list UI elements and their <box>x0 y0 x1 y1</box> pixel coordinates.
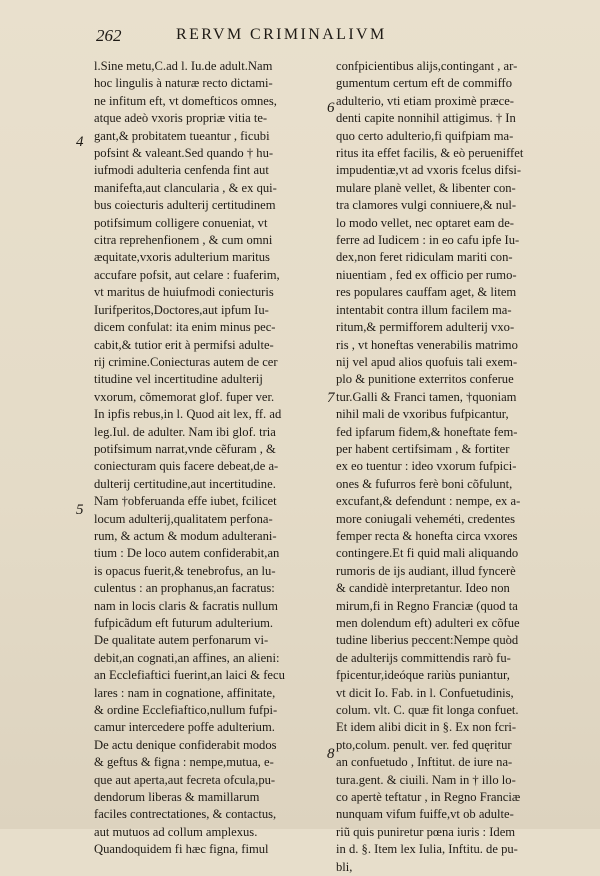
text-line: co apertè teftatur , in Regno Franciæ <box>336 790 521 805</box>
text-line: fed ipfarum fidem,& honeftate fem- <box>336 424 518 439</box>
text-line: intentabit contra illum facilem ma- <box>336 302 512 317</box>
text-line: an confuetudo , Inftitut. de iure na- <box>336 755 513 770</box>
text-line: denti capite nonnihil attigimus. † In <box>336 111 516 126</box>
text-line: fufpicãdum eft futurum adulterium. <box>94 616 274 630</box>
text-line: hoc lingulis à naturæ recto dictami- <box>94 76 273 91</box>
page-number: 262 <box>96 26 122 45</box>
text-line: res populares cauffam aget, & litem <box>336 285 517 300</box>
text-line: vxorum, cõmemorat glof. fuper ver. <box>94 389 275 404</box>
text-line: is opacus fuerit,& tenebrofus, an lu- <box>94 563 276 578</box>
text-line: gumentum certum eft de commiffo <box>336 76 513 91</box>
text-line: De actu denique confiderabit modos <box>94 737 277 752</box>
text-line: gant,& probitatem tueantur , ficubi <box>94 128 270 143</box>
text-line: nam in locis claris & facratis nullum <box>94 598 278 613</box>
text-line: fpicentur,ideóque rariùs puniantur, <box>336 668 510 683</box>
text-line: ritus ita effet facilis, & eò perueniffet <box>336 146 524 161</box>
text-line: more coniugali veheméti, credentes <box>336 511 516 526</box>
left-text-column <box>94 58 332 859</box>
text-line: bli, <box>336 859 353 874</box>
text-line: pofsint & valeant.Sed quando † hu- <box>94 146 274 161</box>
text-line: tium : De loco autem confiderabit,an <box>94 546 280 561</box>
text-line: dicem confulat: ita enim minus pec- <box>94 320 276 335</box>
text-line: ferre ad Iudicem : in eo cafu ipfe Iu- <box>336 233 520 248</box>
text-line: excufant,& defendunt : nempe, ex a- <box>336 494 521 509</box>
text-line: bus coiecturis adulterij certitudinem <box>94 198 276 213</box>
text-line: & candidè interpretantur. Ideo non <box>336 581 510 596</box>
text-line: iufmodi adulteria cenfenda fint aut <box>94 163 269 178</box>
text-line: rum, & actum & modum adulterani- <box>94 528 277 543</box>
text-line: femper recta & honefta circa vxores <box>336 528 518 543</box>
text-line: dulterij certitudine,aut incertitudine. <box>94 476 276 491</box>
page-header <box>96 26 548 52</box>
text-line: impudentiæ,vt ad vxoris fcelus difsi- <box>336 163 522 178</box>
text-line: citra reprehenfionem , & cum omni <box>94 233 273 248</box>
text-line: mulare planè vellet, & libenter con- <box>336 180 516 195</box>
text-line: nunquam vifum fuiffe,vt ob adulte- <box>336 807 514 822</box>
text-line: vt dicit Io. Fab. in l. Confuetudinis, <box>336 685 514 700</box>
text-line: de adulterijs committendis rarò fu- <box>336 650 511 665</box>
text-line: Nam †obferuanda effe iubet, fcilicet <box>94 494 277 509</box>
right-text-column <box>336 58 568 876</box>
text-line: tra clamores vulgi conniuere,& nul- <box>336 198 517 213</box>
text-line: leg.Iul. de adulter. Nam ibi glof. tria <box>94 424 276 439</box>
margin-number: 4 <box>76 134 84 150</box>
text-line: rij crimine.Coniecturas autem de cer <box>94 354 278 369</box>
text-line: tur.Galli & Franci tamen, †quoniam <box>336 389 517 404</box>
text-line: De qualitate autem perfonarum vi- <box>94 633 269 648</box>
text-line: dendorum liberas & mamillarum <box>94 790 260 805</box>
text-line: accufare pofsit, aut celare : fuaferim, <box>94 267 280 282</box>
text-line: Quandoquidem fi hæc figna, fimul <box>94 842 269 857</box>
text-line: dex,non feret ridiculam mariti con- <box>336 250 513 265</box>
running-title: RERVM CRIMINALIVM <box>176 26 387 43</box>
text-line: lo modo vellet, nec optaret eam de- <box>336 215 514 230</box>
text-line: coniecturam quis facere debeat,de a- <box>94 459 279 474</box>
text-line: & geftus & figna : nempe,mutua, e- <box>94 755 274 770</box>
text-line: niuentiam , fed ex officio per rumo- <box>336 267 517 282</box>
text-line: ex eo tuentur : ideo vxorum fufpici- <box>336 459 517 474</box>
text-line: Iurifperitos,Doctores,aut ipfum Iu- <box>94 302 269 317</box>
text-line: potifsimum narrat,vnde cẽfuram , & <box>94 441 276 456</box>
text-line: In ipfis rebus,in l. Quod ait lex, ff. ad <box>94 407 282 422</box>
text-line: culentus : an prophanus,an facratus: <box>94 581 275 596</box>
text-line: ne infitum eft, vt domefticos omnes, <box>94 93 277 108</box>
margin-number: 5 <box>76 502 84 518</box>
text-line: plo & punitione exterritos conferue <box>336 372 514 387</box>
text-line: pto,colum. penult. ver. fed quęritur <box>336 737 512 752</box>
text-line: aut mutuos ad collum amplexus. <box>94 824 258 839</box>
text-line: que aut aperta,aut fecreta ofcula,pu- <box>94 772 276 787</box>
text-line: an Ecclefiaftici fuerint,an laici & fecu <box>94 668 285 683</box>
text-line: per habent certifsimam , & fortiter <box>336 441 510 456</box>
text-line: colum. vlt. C. quæ fit longa confuet. <box>336 703 519 718</box>
text-line: ritum,& permifforem adulterij vxo- <box>336 320 515 335</box>
text-line: titudine vel incertitudine adulterij <box>94 372 263 387</box>
text-line: locum adulterij,qualitatem perfona- <box>94 511 273 526</box>
text-line: potifsimum colligere conueniat, vt <box>94 215 268 230</box>
text-line: vt maritus de huiufmodi coniecturis <box>94 285 274 300</box>
margin-number: 6 <box>327 100 335 116</box>
margin-number: 8 <box>327 746 335 762</box>
text-line: ones & fufurros ferè boni cõfulunt, <box>336 476 513 491</box>
text-line: tura.gent. & ciuili. Nam in † illo lo- <box>336 772 516 787</box>
text-line: camur intercedere poffe adulterium. <box>94 720 275 735</box>
text-line: quo certo adulterio,fi quifpiam ma- <box>336 128 514 143</box>
text-line: adulterio, vti etiam proximè præce- <box>336 93 515 108</box>
text-line: cabit,& tutior erit à permifsi adulte- <box>94 337 274 352</box>
text-line: nihil mali de vxoribus fufpicantur, <box>336 407 509 422</box>
text-line: atque adeò vxoris propriæ vitia te- <box>94 111 268 126</box>
text-line: mirum,fi in Regno Franciæ (quod ta <box>336 598 518 613</box>
text-line: nij vel apud alios quofuis tali exem- <box>336 354 518 369</box>
text-line: confpicientibus alijs,contingant , ar- <box>336 59 518 73</box>
text-line: riũ quis puniretur pœna iuris : Idem <box>336 824 516 839</box>
text-line: in d. §. Item lex Iulia, Inftitu. de pu- <box>336 842 518 857</box>
text-line: tudine liberius peccent:Nempe quòd <box>336 633 519 648</box>
text-line: ris , vt honeftas venerabilis matrimo <box>336 337 518 352</box>
text-line: men dolendum eft) adulteri ex cõfue <box>336 616 520 630</box>
text-line: debit,an cognati,an affines, an alieni: <box>94 650 280 665</box>
text-line: æquitate,vxoris adulterium maritus <box>94 250 270 265</box>
text-line: Et idem alibi dicit in §. Ex non fcri- <box>336 720 517 735</box>
text-line: lares : nam in cognatione, affinitate, <box>94 685 276 700</box>
text-line: manifefta,aut clancularia , & ex qui- <box>94 180 277 195</box>
text-line: & ordine Ecclefiaftico,nullum fufpi- <box>94 703 278 718</box>
text-line: faciles contrectationes, & contactus, <box>94 807 277 822</box>
margin-number: 7 <box>327 390 335 406</box>
text-line: rumoris de ijs audiant, illud fyncerè <box>336 563 516 578</box>
text-line: contingere.Et fi quid mali aliquando <box>336 546 519 561</box>
text-line: l.Sine metu,C.ad l. Iu.de adult.Nam <box>94 59 273 73</box>
